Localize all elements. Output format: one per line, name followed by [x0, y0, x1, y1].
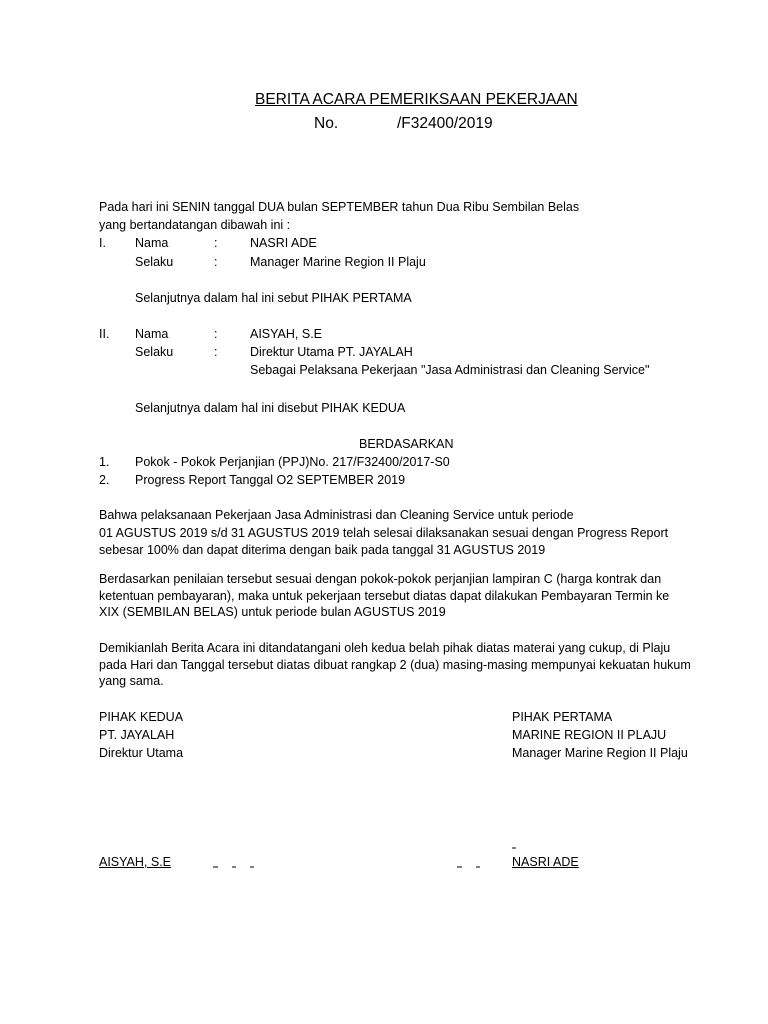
party1-name-colon: :	[214, 236, 218, 250]
basis-heading: BERDASARKAN	[359, 437, 454, 451]
intro-line-2: yang bertandatangan dibawah ini :	[99, 218, 291, 232]
signature-right-company: MARINE REGION II PLAJU	[512, 728, 667, 742]
party1-name-value: NASRI ADE	[250, 236, 317, 250]
document-number-value: /F32400/2019	[397, 115, 493, 132]
party2-name-value: AISYAH, S.E	[250, 327, 323, 341]
signature-right-party: PIHAK PERTAMA	[512, 710, 613, 724]
party2-name-colon: :	[214, 327, 218, 341]
document-title: BERITA ACARA PEMERIKSAAN PEKERJAAN	[255, 91, 578, 108]
paragraph-3-line-3: yang sama.	[99, 674, 164, 688]
paragraph-2-line-2: ketentuan pembayaran), maka untuk pekerjaan tersebut diatas dapat dilakukan Pembayaran Termin ke	[99, 589, 670, 603]
paragraph-3-line-1: Demikianlah Berita Acara ini ditandatangani oleh kedua belah pihak diatas materai yang cukup, di Plaju	[99, 641, 671, 655]
basis-item-2-text: Progress Report Tanggal O2 SEPTEMBER 2019	[135, 473, 406, 487]
party1-role-label: Selaku	[135, 255, 174, 269]
signature-left-party: PIHAK KEDUA	[99, 710, 184, 724]
paragraph-3-line-2: pada Hari dan Tanggal tersebut diatas dibuat rangkap 2 (dua) masing-masing mempunyai kekuatan hukum	[99, 658, 691, 672]
party1-role-colon: :	[214, 255, 218, 269]
basis-item-2-num: 2.	[99, 473, 110, 487]
paragraph-1-line-1: Bahwa pelaksanaan Pekerjaan Jasa Administrasi dan Cleaning Service untuk periode	[99, 508, 574, 522]
party2-numeral: II.	[99, 327, 110, 341]
party1-role-value: Manager Marine Region II Plaju	[250, 255, 426, 269]
signature-right-name: NASRI ADE	[512, 855, 579, 869]
document-number-label: No.	[314, 115, 339, 132]
paragraph-2-line-3: XIX (SEMBILAN BELAS) untuk periode bulan AGUSTUS 2019	[99, 605, 446, 619]
paragraph-2-line-1: Berdasarkan penilaian tersebut sesuai dengan pokok-pokok perjanjian lampiran C (harga kontrak dan	[99, 572, 662, 586]
basis-item-1-num: 1.	[99, 455, 110, 469]
signature-left-title: Direktur Utama	[99, 746, 184, 760]
party1-note: Selanjutnya dalam hal ini sebut PIHAK PERTAMA	[135, 291, 412, 305]
party2-name-label: Nama	[135, 327, 169, 341]
party2-note: Selanjutnya dalam hal ini disebut PIHAK KEDUA	[135, 401, 406, 415]
paragraph-1-line-3: sebesar 100% dan dapat diterima dengan baik pada tanggal 31 AGUSTUS 2019	[99, 543, 546, 557]
party1-numeral: I.	[99, 236, 106, 250]
party2-role-label: Selaku	[135, 345, 174, 359]
paragraph-1-line-2: 01 AGUSTUS 2019 s/d 31 AGUSTUS 2019 telah selesai dilaksanakan sesuai dengan Progress Report	[99, 526, 669, 540]
signature-left-company: PT. JAYALAH	[99, 728, 175, 742]
basis-item-1-text: Pokok - Pokok Perjanjian (PPJ)No. 217/F32400/2017-S0	[135, 455, 450, 469]
party2-role-extra: Sebagai Pelaksana Pekerjaan "Jasa Administrasi dan Cleaning Service"	[250, 363, 650, 377]
party2-role-colon: :	[214, 345, 218, 359]
party1-name-label: Nama	[135, 236, 169, 250]
signature-right-title: Manager Marine Region II Plaju	[512, 746, 688, 760]
intro-line-1: Pada hari ini SENIN tanggal DUA bulan SEPTEMBER tahun Dua Ribu Sembilan Belas	[99, 200, 580, 214]
party2-role-value: Direktur Utama PT. JAYALAH	[250, 345, 413, 359]
signature-left-name: AISYAH, S.E	[99, 855, 172, 869]
